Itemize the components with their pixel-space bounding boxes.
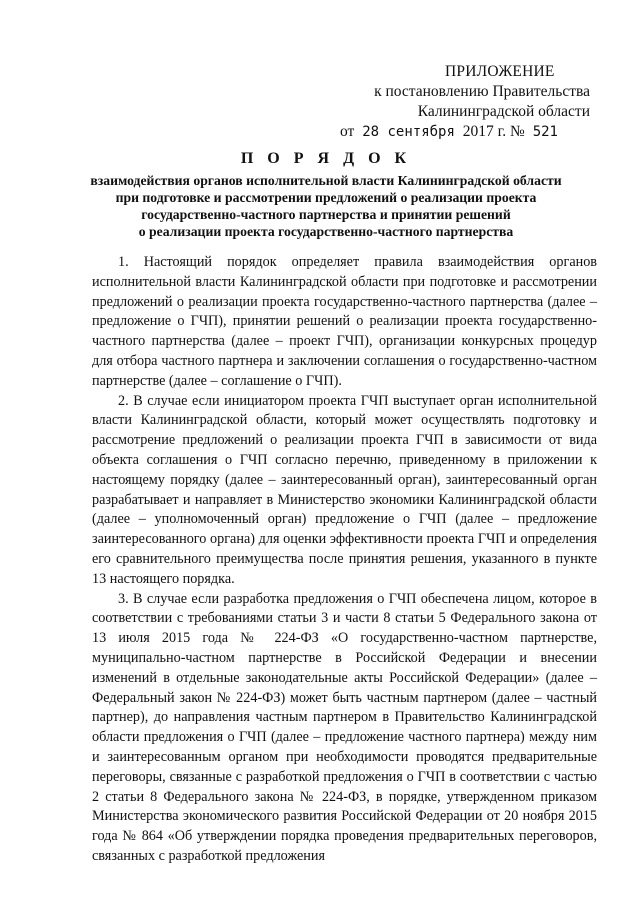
document-body <box>92 253 597 867</box>
subtitle-line: при подготовке и рассмотрении предложений о реализации проекта <box>115 190 537 205</box>
decree-year: 2017 г. № <box>462 123 525 140</box>
appendix-line-2: Калининградской области <box>417 103 590 120</box>
decree-number: 521 <box>532 124 558 140</box>
decree-date: 28 сентября <box>362 124 455 140</box>
decree-date-line <box>300 122 590 142</box>
paragraph-3: 3. В случае если разработка предложения о ГЧП обеспечена лицом, которое в соответствии с требованиями статьи 3 и части 8 статьи 5 Федерального закона от 13 июля 2015 года № 224-ФЗ «О государственно-частном партнерстве, муниципально-частном партнерстве в Российской Федерации и внесении изменений в отдельные законодательные акты Российской Федерации» (далее – Федеральный закон № 224-ФЗ) может быть частным партнером (далее – частный партнер), до направления частным партнером в Правительство Калининградской области предложения о ГЧП (далее – предложение частного партнера) между ним и заинтересованным органом при необходимости проводятся предварительные переговоры, связанные с разработкой предложения о ГЧП в соответствии с частью 2 статьи 8 Федерального закона № 224-ФЗ, в порядке, утвержденном приказом Министерства экономического развития Российской Федерации от 20 ноября 2015 года № 864 «Об утверждении порядка проведения предварительных переговоров, связанных с разработкой предложения <box>92 590 597 864</box>
appendix-line-1: к постановлению Правительства <box>374 83 590 100</box>
subtitle-line: взаимодействия органов исполнительной власти Калининградской области <box>90 173 562 188</box>
paragraph-1: 1. Настоящий порядок определяет правила взаимодействия органов исполнительной власти Калининградской области при подготовке и рассмотрении предложений о реализации проекта государственно-частного партнерства (далее – предложение о ГЧП), принятии решений о реализации проекта государственно-частного партнерства (далее – проект ГЧП), организации конкурсных процедур для отбора частного партнера и заключении соглашения о государственно-частном партнерстве (далее – соглашение о ГЧП). <box>92 254 597 389</box>
paragraph-2: 2. В случае если инициатором проекта ГЧП выступает орган исполнительной власти Калининградской области, который может осуществлять подготовку и рассмотрение предложений о реализации проекта ГЧП в зависимости от вида объекта соглашения о ГЧП согласно перечню, приведенному в приложении к настоящему порядку (далее – заинтересованный орган), заинтересованный орган разрабатывает и направляет в Министерство экономики Калининградской области (далее – уполномоченный орган) предложение о ГЧП (далее – предложение заинтересованного органа) для оценки эффективности проекта ГЧП и определения его сравнительного преимущества после принятия решения, указанного в пункте 13 настоящего порядка. <box>92 392 597 587</box>
appendix-title: ПРИЛОЖЕНИЕ <box>445 63 555 80</box>
document-title: П О Р Я Д О К <box>240 150 412 167</box>
decree-prefix: от <box>340 123 355 140</box>
document-title-block <box>86 150 566 240</box>
subtitle-line: о реализации проекта государственно-частного партнерства <box>138 224 514 239</box>
appendix-header <box>300 62 590 142</box>
subtitle-line: государственно-частного партнерства и принятии решений <box>141 207 511 222</box>
